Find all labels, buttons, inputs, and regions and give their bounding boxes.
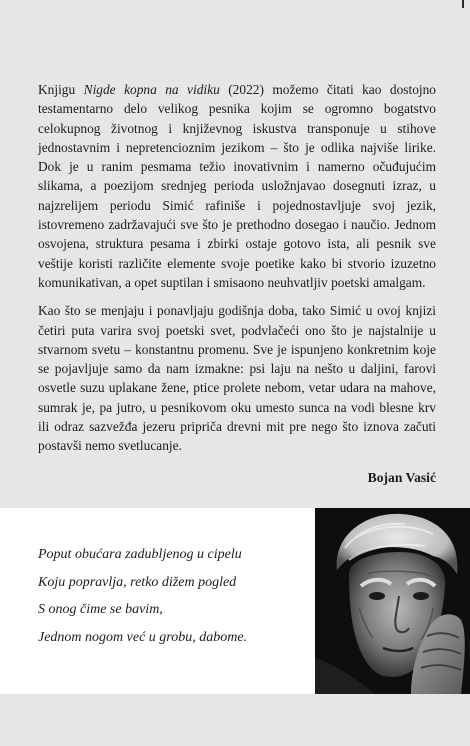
poem-excerpt [38,541,247,651]
blurb-text [38,80,436,456]
edge-mark [462,0,464,8]
bottom-strip [0,694,470,746]
blurb-author: Bojan Vasić [367,470,436,485]
poem-panel [0,508,470,694]
poem-line: Koju popravlja, retko dižem pogled [38,574,237,590]
portrait-image [315,508,470,694]
blurb-intro: Knjigu [38,82,84,97]
poem-line: Jednom nogom već u grobu, dabome. [38,629,248,645]
author-portrait-photo [315,508,470,694]
poem-line: S onog čime se bavim, [38,602,163,617]
poem-line: Poput obućara zadubljenog u cipelu [38,547,242,562]
blurb-paragraph-1-body: (2022) možemo čitati kao dostojno testamentarno delo velikog pesnika kojim se ogromno bogatstvo celokupnog životnog i književnog iskustva transponuje u stihove jednostavnim i nepretencioznim jezikom – što je odlika najviše lirike. Dok je u ranim pesmama težio inovativnim i namerno očuđujućim slikama, a poezijom srednjeg perioda usložnjavao dosegnuti izraz, u najzrelijem periodu Simić rafiniše i pojednostavljuje svoj jezik, istovremeno zadržavajući sve što je prethodno dosegao i naučio. Jednom osvojena, struktura pesama i zbirki ostaje gotovo ista, ali pesnik sve veštije koristi različite elemente svoje poetike kako bi stvorio izuzetno komunikativan, a opet suptilan i smisaono neuhvatljiv poetski amalgam. [38,82,437,290]
book-title: Nigde kopna na vidiku [83,82,220,97]
blurb-paragraph-2: Kao što se menjaju i ponavljaju godišnja doba, tako Simić u ovoj knjizi četiri puta varira svoj poetski svet, podvlačeći ono što je najstalnije u stvarnom svetu – konstantnu promenu. Sve je ispunjeno konkretnim koje se pojavljuje samo da nam izmakne: psi laju na nešto u daljini, farovi osvetle suzu uplakane žene, ptice prolete nebom, vetar udara na mahove, sumrak je, pa jutro, u pesnikovom oku umesto sunca na vodi blesne krv ili odraz sazvežđa jezeru pripriča drevni mit pre nego što iznova začuti postavši nemo svetlucanje. [38,303,436,454]
blurb-paragraph-1 [38,80,436,292]
